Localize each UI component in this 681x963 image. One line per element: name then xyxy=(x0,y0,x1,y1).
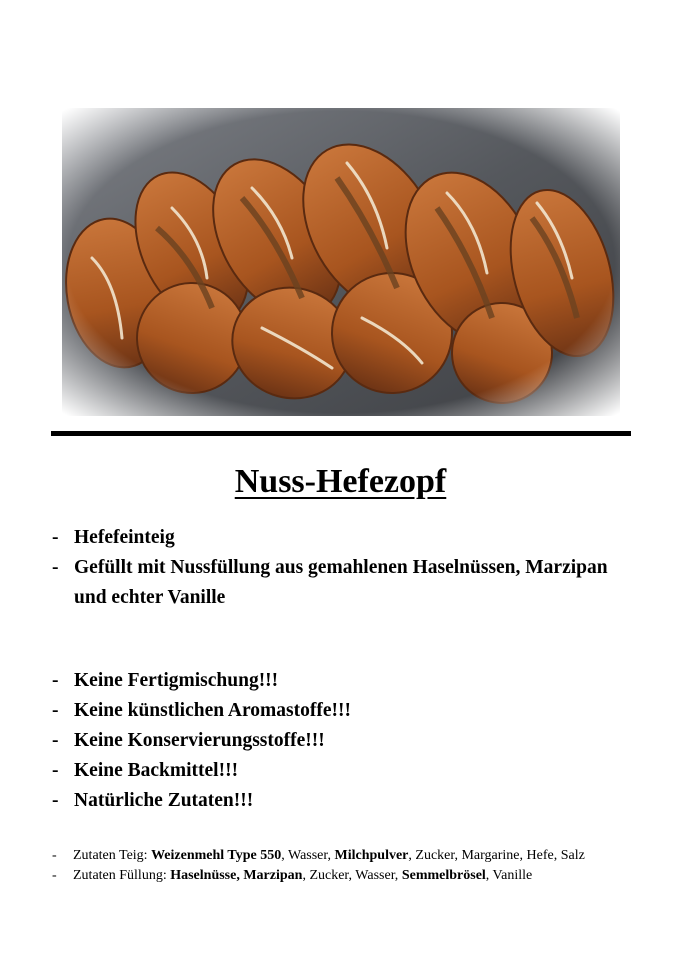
list-item: - Keine Fertigmischung!!! xyxy=(52,670,279,691)
claims-list xyxy=(52,666,632,816)
list-item: - Hefefeinteig xyxy=(52,527,175,548)
ingredients-list xyxy=(52,846,642,886)
horizontal-rule xyxy=(51,431,631,436)
description-list xyxy=(52,523,632,613)
page-title: Nuss-Hefezopf xyxy=(234,463,447,500)
list-item: - Gefüllt mit Nussfüllung aus gemahlenen Haselnüssen, Marzipan und echter Vanille xyxy=(52,557,608,608)
list-item: - Keine künstlichen Aromastoffe!!! xyxy=(52,700,351,721)
ingredients-teig: - Zutaten Teig: Weizenmehl Type 550, Wasser, Milchpulver, Zucker, Margarine, Hefe, Salz xyxy=(52,848,585,863)
hefezopf-photo xyxy=(62,108,620,416)
list-item: - Keine Backmittel!!! xyxy=(52,760,239,781)
list-item: - Keine Konservierungsstoffe!!! xyxy=(52,730,325,751)
ingredients-fuellung: - Zutaten Füllung: Haselnüsse, Marzipan, Zucker, Wasser, Semmelbrösel, Vanille xyxy=(52,868,533,883)
list-item: - Natürliche Zutaten!!! xyxy=(52,790,254,811)
